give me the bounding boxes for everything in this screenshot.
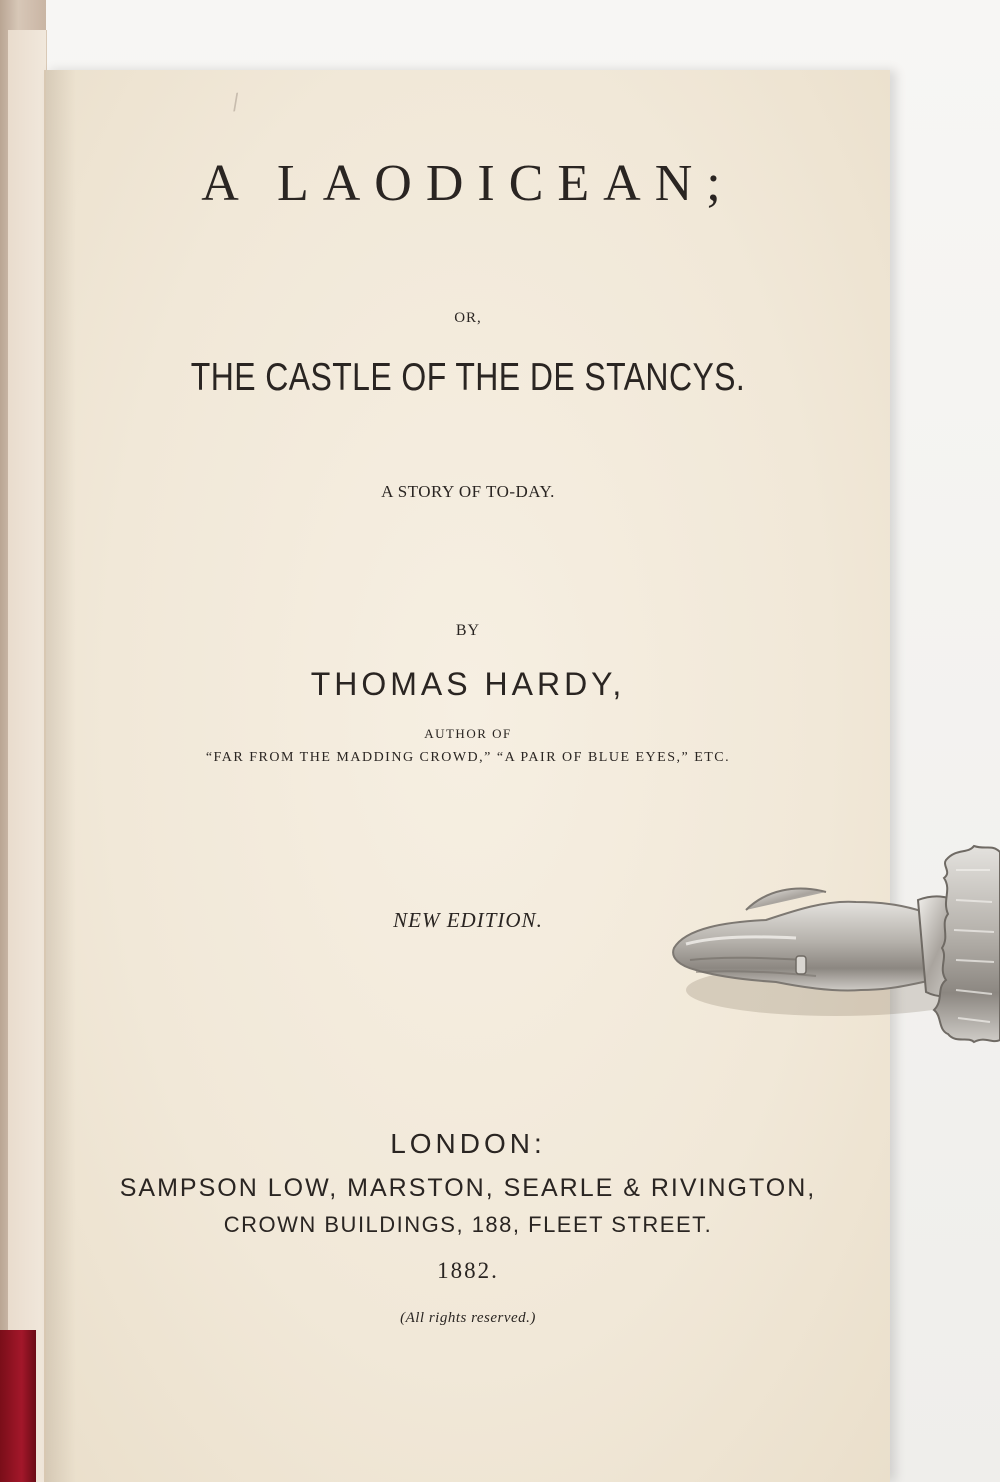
- publisher-name: SAMPSON LOW, MARSTON, SEARLE & RIVINGTON,: [119, 1174, 817, 1202]
- book-tagline: A STORY OF TO-DAY.: [381, 482, 555, 501]
- publisher-address: CROWN BUILDINGS, 188, FLEET STREET.: [223, 1212, 713, 1237]
- edition-label: NEW EDITION.: [393, 908, 543, 932]
- book-subtitle: THE CASTLE OF THE DE STANCYS.: [190, 356, 746, 399]
- book-title: A LAODICEAN;: [201, 155, 735, 212]
- publication-year: 1882.: [437, 1258, 499, 1283]
- other-works: “FAR FROM THE MADDING CROWD,” “A PAIR OF BLUE EYES,” ETC.: [205, 750, 731, 765]
- pencil-mark: /: [230, 89, 242, 116]
- left-page-edge: [8, 30, 47, 1482]
- author-name: THOMAS HARDY,: [310, 666, 626, 702]
- publication-city: LONDON:: [390, 1128, 546, 1159]
- title-conjunction: OR,: [454, 310, 482, 326]
- rights-notice: (All rights reserved.): [400, 1310, 536, 1326]
- author-of-label: AUTHOR OF: [424, 726, 512, 741]
- red-cover-edge: [0, 1330, 36, 1482]
- title-page: [44, 70, 890, 1482]
- silver-hand-clip: [656, 840, 1000, 1050]
- byline-label: BY: [455, 622, 481, 639]
